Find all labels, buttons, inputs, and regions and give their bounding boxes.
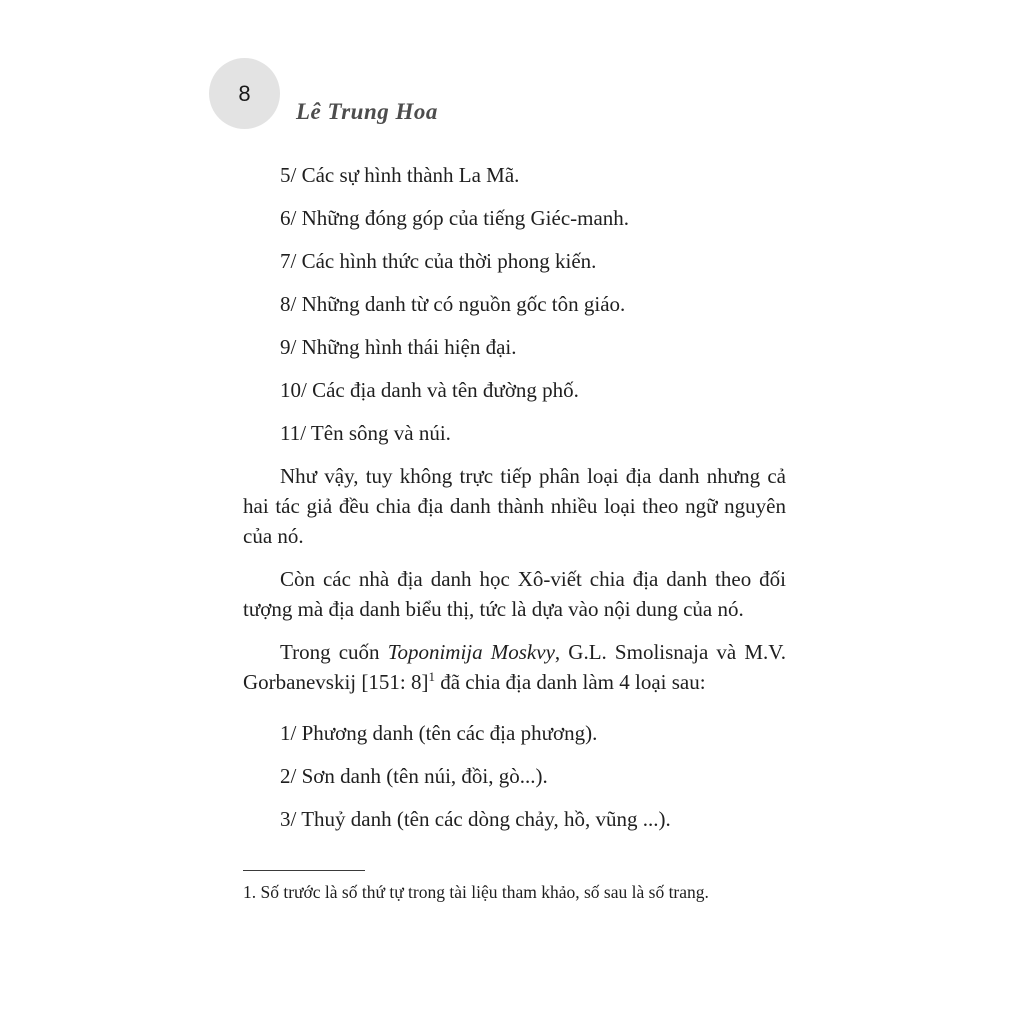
list-item: 11/ Tên sông và núi. <box>280 421 451 445</box>
footnote-rule <box>243 870 365 871</box>
running-header: Lê Trung Hoa <box>296 99 438 124</box>
footnote-marker: 1 <box>428 669 435 684</box>
paragraph: Còn các nhà địa danh học Xô-viết chia địa danh theo đối tượng mà địa danh biểu thị, tức là dựa vào nội dung của nó. <box>243 567 786 621</box>
citation-middle: , G.L. Smolisnaja và M.V. Gorbanevskij [151: 8] <box>243 640 787 694</box>
list-item: 3/ Thuỷ danh (tên các dòng chảy, hồ, vũng ...). <box>280 807 671 831</box>
book-title-italic: Toponimija Moskvy <box>387 640 555 664</box>
list-item: 2/ Sơn danh (tên núi, đồi, gò...). <box>280 764 548 788</box>
paragraph: Như vậy, tuy không trực tiếp phân loại địa danh nhưng cả hai tác giả đều chia địa danh thành nhiều loại theo ngữ nguyên của nó. <box>243 464 786 548</box>
list-item: 7/ Các hình thức của thời phong kiến. <box>280 249 597 273</box>
page-number: 8 <box>238 80 251 106</box>
paragraph-with-citation <box>243 637 786 697</box>
list-item: 9/ Những hình thái hiện đại. <box>280 335 517 359</box>
footnote: 1. Số trước là số thứ tự trong tài liệu tham khảo, số sau là số trang. <box>243 882 709 902</box>
list-item: 1/ Phương danh (tên các địa phương). <box>280 721 598 745</box>
page-number-badge <box>209 58 280 129</box>
list-item: 5/ Các sự hình thành La Mã. <box>280 163 520 187</box>
list-item: 10/ Các địa danh và tên đường phố. <box>280 378 579 402</box>
footnote-area <box>243 870 786 904</box>
citation-prefix: Trong cuốn <box>280 640 388 664</box>
page-body <box>243 160 786 847</box>
citation-suffix: đã chia địa danh làm 4 loại sau: <box>434 670 706 694</box>
list-item: 6/ Những đóng góp của tiếng Giéc-manh. <box>280 206 630 230</box>
list-item: 8/ Những danh từ có nguồn gốc tôn giáo. <box>280 292 626 316</box>
